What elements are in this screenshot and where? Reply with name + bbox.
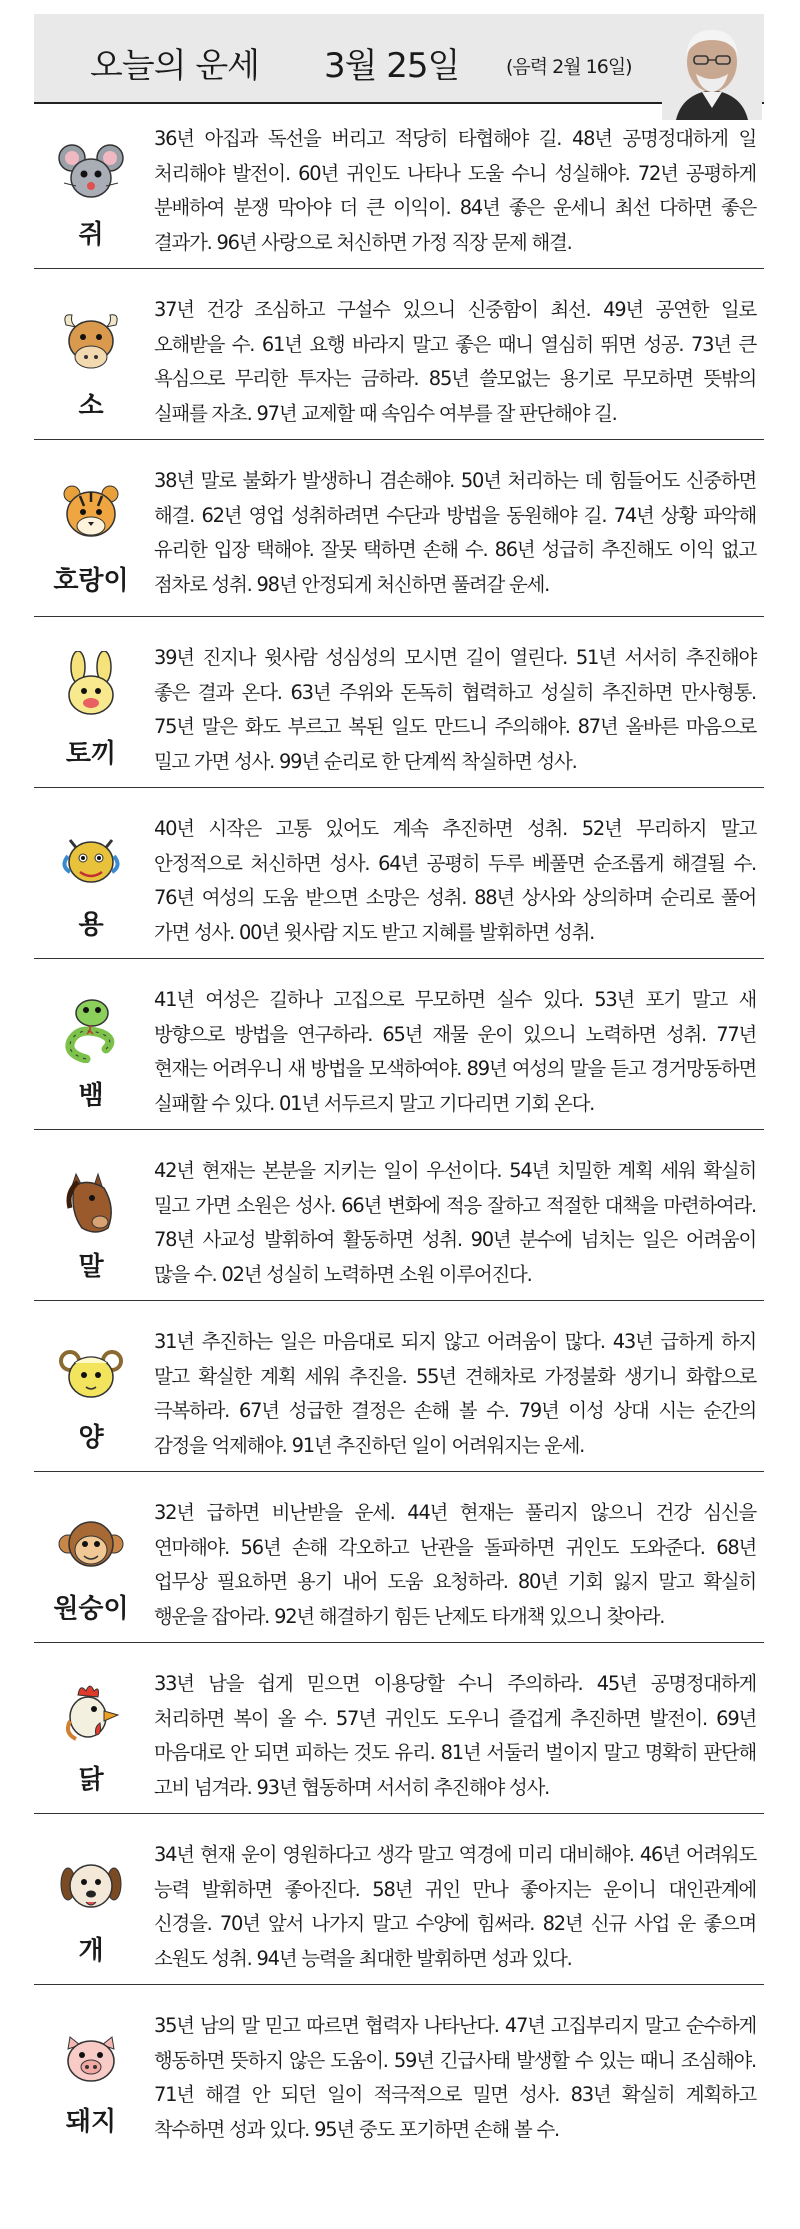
dog-icon (56, 1852, 126, 1922)
rat-icon (56, 136, 126, 206)
zodiac-entry-snake (34, 975, 764, 1130)
pig-icon (56, 2023, 126, 2093)
horse-icon (56, 1168, 126, 1238)
fortune-text: 33년 남을 쉽게 믿으면 이용당할 수니 주의하라. 45년 공명정대하게 처리하면 복이 올 수. 57년 귀인도 도우니 즐겁게 추진하면 발전이. 69년 마음대로 안 되면 피하는 것도 유리. 81년 서둘러 벌이지 말고 명확히 판단해 고비 넘겨라. 93년 협동하며 서서히 추진해야 성사. (154, 1672, 756, 1799)
animal-name: 양 (78, 1423, 104, 1453)
fortune-text: 37년 건강 조심하고 구설수 있으니 신중함이 최선. 49년 공연한 일로 오해받을 수. 61년 요행 바라지 말고 좋은 때니 열심히 뛰면 성공. 73년 큰 욕심으로 무리한 투자는 금하라. 85년 쓸모없는 용기로 무모하면 뜻밖의 실패를 자초. 97년 교제할 때 속임수 여부를 잘 판단해야 길. (154, 298, 756, 425)
header-bar (34, 14, 764, 104)
fortune-text: 36년 아집과 독선을 버리고 적당히 타협해야 길. 48년 공명정대하게 일 처리해야 발전이. 60년 귀인도 나타나 도울 수니 성실해야. 72년 공평하게 분배하여 분쟁 막아야 더 큰 이익이. 84년 좋은 운세니 최선 다하면 좋은 결과가. 96년 사랑으로 처신하면 가정 직장 문제 해결. (154, 127, 756, 254)
animal-name: 닭 (78, 1765, 104, 1795)
animal-name: 토끼 (65, 739, 117, 769)
fortune-text: 38년 말로 불화가 발생하니 겸손해야. 50년 처리하는 데 힘들어도 신중하면 해결. 62년 영업 성취하려면 수단과 방법을 동원해야 길. 74년 상황 파악해 유리한 입장 택해야. 잘못 택하면 손해 수. 86년 성급히 추진해도 이익 없고 점차로 성취. 98년 안정되게 처신하면 풀려갈 운세. (154, 469, 756, 596)
zodiac-entry-dog (34, 1830, 764, 1985)
fortune-text: 42년 현재는 본분을 지키는 일이 우선이다. 54년 치밀한 계획 세워 확실히 밀고 가면 소원은 성사. 66년 변화에 적응 잘하고 적절한 대책을 마련하여라. 78년 사교성 발휘하여 활동하면 성취. 90년 분수에 넘치는 일은 어려움이 많을 수. 02년 성실히 노력하면 소원 이루어진다. (154, 1159, 756, 1286)
monkey-icon (56, 1510, 126, 1580)
dragon-icon (56, 826, 126, 896)
animal-name: 원숭이 (53, 1594, 129, 1624)
fortune-text: 31년 추진하는 일은 마음대로 되지 않고 어려움이 많다. 43년 급하게 하지 말고 확실한 계획 세워 추진을. 55년 견해차로 가정불화 생기니 화합으로 극복하라. 67년 성급한 결정은 손해 볼 수. 79년 이성 상대 시는 순간의 감정을 억제해야. 91년 추진하던 일이 어려워지는 운세. (154, 1330, 756, 1457)
animal-name: 쥐 (78, 220, 104, 250)
animal-name: 개 (78, 1936, 104, 1966)
zodiac-entry-rooster (34, 1659, 764, 1814)
fortune-text: 41년 여성은 길하나 고집으로 무모하면 실수 있다. 53년 포기 말고 새 방향으로 방법을 연구하라. 65년 재물 운이 있으니 노력하면 성취. 77년 현재는 어려우니 새 방법을 모색하여야. 89년 여성의 말을 듣고 경거망동하면 실패할 수 있다. 01년 서두르지 말고 기다리면 기회 온다. (154, 988, 756, 1115)
fortune-text: 39년 진지나 윗사람 성심성의 모시면 길이 열린다. 51년 서서히 추진해야 좋은 결과 온다. 63년 주위와 돈독히 협력하고 성실히 추진하면 만사형통. 75년 말은 화도 부르고 복된 일도 만드니 주의해야. 87년 올바른 마음으로 밀고 가면 성사. 99년 순리로 한 단계씩 착실하면 성사. (154, 646, 756, 773)
animal-name: 돼지 (65, 2107, 117, 2137)
tiger-icon (56, 478, 126, 548)
page-title: 오늘의 운세 (90, 46, 260, 86)
date-label: 3월 25일 (324, 46, 460, 86)
zodiac-entry-sheep (34, 1317, 764, 1472)
animal-name: 소 (78, 391, 104, 421)
snake-icon (56, 993, 126, 1063)
animal-name: 말 (78, 1252, 104, 1282)
zodiac-entry-tiger (34, 456, 764, 617)
zodiac-entry-monkey (34, 1488, 764, 1643)
rabbit-icon (56, 651, 126, 721)
animal-name: 뱀 (78, 1081, 104, 1111)
rooster-icon (56, 1681, 126, 1751)
zodiac-entry-ox (34, 285, 764, 440)
sheep-icon (56, 1339, 126, 1409)
fortune-text: 34년 현재 운이 영원하다고 생각 말고 역경에 미리 대비해야. 46년 어려워도 능력 발휘하면 좋아진다. 58년 귀인 만나 좋아지는 운이니 대인관계에 신경을. 70년 앞서 나가지 말고 수양에 힘써라. 82년 신규 사업 운 좋으며 소원도 성취. 94년 능력을 최대한 발휘하면 성과 있다. (154, 1843, 756, 1970)
lunar-date-label: (음력 2월 16일) (506, 56, 632, 78)
zodiac-entry-horse (34, 1146, 764, 1301)
animal-name: 용 (78, 910, 104, 940)
zodiac-entry-rat (34, 114, 764, 269)
zodiac-entry-rabbit (34, 633, 764, 788)
author-photo (662, 20, 762, 120)
fortune-text: 40년 시작은 고통 있어도 계속 추진하면 성취. 52년 무리하지 말고 안정적으로 처신하면 성사. 64년 공평히 두루 베풀면 순조롭게 해결될 수. 76년 여성의 도움 받으면 소망은 성취. 88년 상사와 상의하며 순리로 풀어 가면 성사. 00년 윗사람 지도 받고 지혜를 발휘하면 성취. (154, 817, 756, 944)
zodiac-entry-pig (34, 2001, 764, 2155)
ox-icon (56, 307, 126, 377)
fortune-text: 35년 남의 말 믿고 따르면 협력자 나타난다. 47년 고집부리지 말고 순수하게 행동하면 뜻하지 않은 도움이. 59년 긴급사태 발생할 수 있는 때니 조심해야. 71년 해결 안 되던 일이 적극적으로 밀면 성사. 83년 확실히 계획하고 착수하면 성과 있다. 95년 중도 포기하면 손해 볼 수. (154, 2014, 756, 2141)
animal-name: 호랑이 (53, 566, 129, 596)
fortune-text: 32년 급하면 비난받을 운세. 44년 현재는 풀리지 않으니 건강 심신을 연마해야. 56년 손해 각오하고 난관을 돌파하면 귀인도 도와준다. 68년 업무상 필요하면 용기 내어 도움 요청하라. 80년 기회 잃지 말고 확실히 행운을 잡아라. 92년 해결하기 힘든 난제도 타개책 있으니 찾아라. (154, 1501, 756, 1628)
zodiac-entry-dragon (34, 804, 764, 959)
